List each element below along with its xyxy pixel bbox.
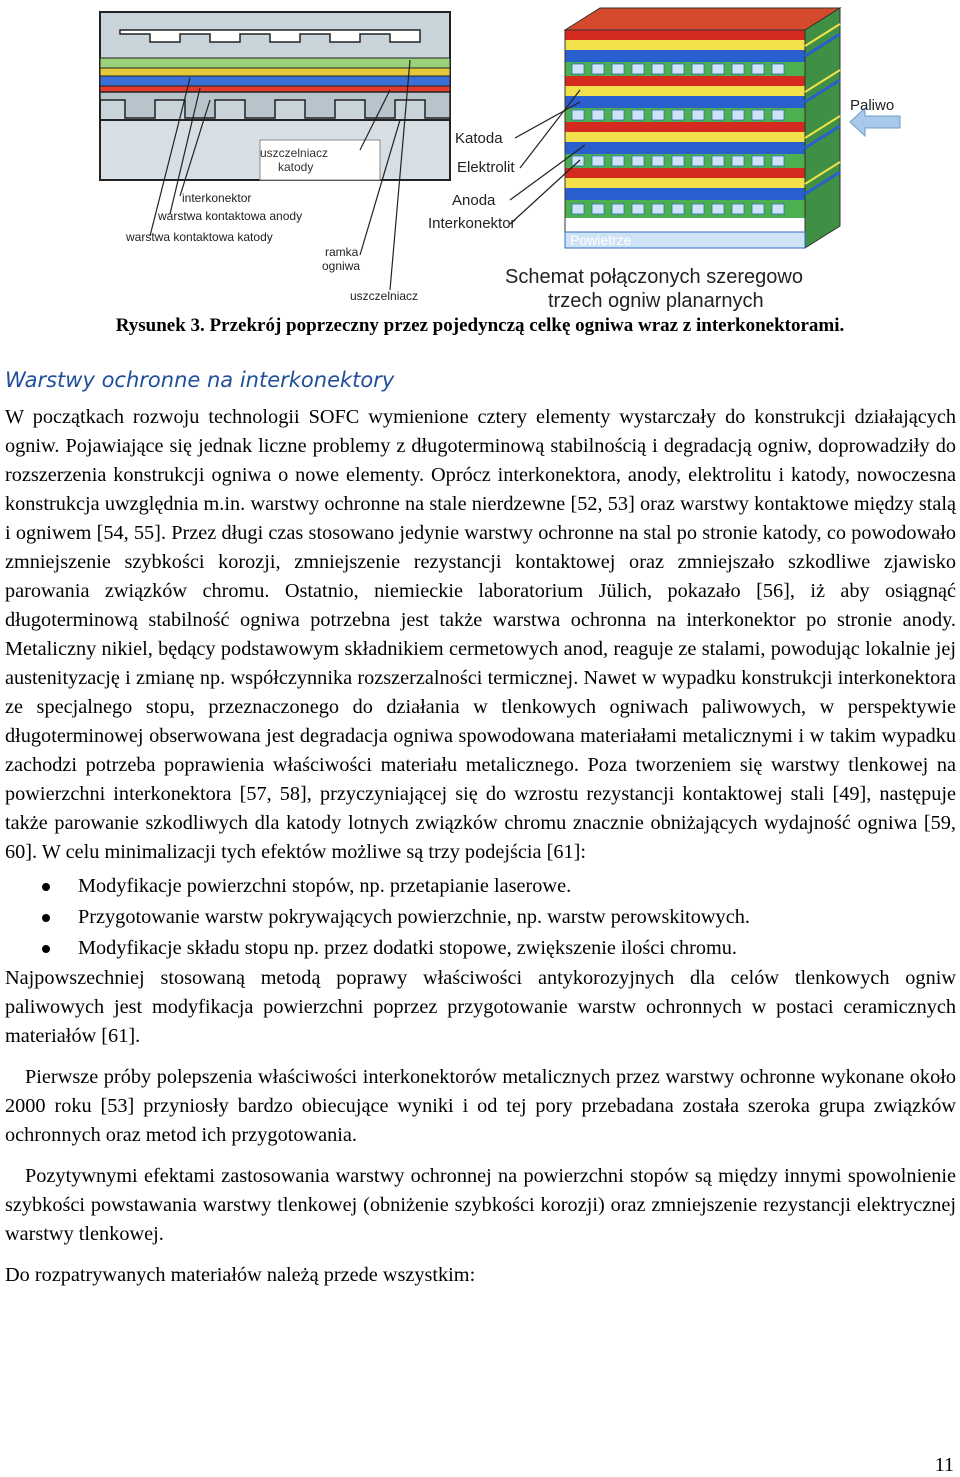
label-paliwo: Paliwo [850,97,895,114]
paragraph-2: Najpowszechniej stosowaną metodą poprawy właściwości antykorozyjnych dla celów tlenkowych ogniw paliwowych jest modyfikacja powierzchni poprzez przygotowanie warstw ochronnych w postaci ceramicznych materiałów [61]. [5,967,956,1047]
label-schemat-line-1: Schemat połączonych szeregowo [505,266,803,288]
bullet-text-1: Modyfikacje powierzchni stopów, np. przetapianie laserowe. [78,875,572,897]
paragraph-4: Pozytywnymi efektami zastosowania warstwy ochronnej na powierzchni stopów są między innymi spowolnienie szybkości powstawania warstwy tlenkowej (obniżenie szybkości korozji) oraz zmniejszenie rezystancji elektrycznej warstwy tlenkowej. [5,1165,956,1245]
bullet-dot-icon [42,883,50,891]
label-powietrze: Powietrze [570,232,632,248]
label-uszczelniacz-katody-1: uszczelniacz [260,146,329,160]
bullet-dot-icon [42,945,50,953]
page-number: 11 [934,1454,954,1476]
label-schemat-line-2: trzech ogniw planarnych [548,290,764,312]
bullet-dot-icon [42,914,50,922]
label-uszczelniacz-katody-2: katody [278,160,314,174]
label-katoda: Katoda [455,130,503,147]
figure-sofc-cross-section [60,0,920,312]
label-ramka-2: ogniwa [322,259,361,273]
label-ramka-1: ramka [325,245,359,259]
bullet-item-3 [5,933,956,964]
bullet-text-3: Modyfikacje składu stopu np. przez dodatki stopowe, zwiększenie ilości chromu. [78,937,737,959]
bullet-list [5,871,956,964]
label-interkonektor: interkonektor [182,191,252,205]
figure-svg [60,0,920,312]
stack-drawing [510,8,900,248]
bullet-item-2 [5,902,956,933]
figure-caption: Rysunek 3. Przekrój poprzeczny przez pojedynczą celkę ogniwa wraz z interkonektorami. [115,315,845,336]
body-text [5,403,956,1290]
label-warstwa-kontaktowa-katody: warstwa kontaktowa katody [126,230,273,244]
label-interkonektor-right: Interkonektor [428,215,516,232]
label-elektrolit: Elektrolit [457,159,515,176]
bullet-text-2: Przygotowanie warstw pokrywających powierzchnie, np. warstw perowskitowych. [78,906,750,928]
bullet-item-1 [5,871,956,902]
section-heading: Warstwy ochronne na interkonektory [5,368,395,392]
paragraph-5: Do rozpatrywanych materiałów należą przede wszystkim: [5,1264,476,1286]
label-uszczelniacz: uszczelniacz [350,289,419,303]
paragraph-1: W początkach rozwoju technologii SOFC wymienione cztery elementy wystarczały do konstrukcji działających ogniw. Pojawiające się jednak liczne problemy z długoterminową stabilnością i degradacją ogniw, doprowadziły do rozszerzenia konstrukcji ogniwa o nowe elementy. Oprócz interkonektora, anody, elektrolitu i katody, nowoczesna konstrukcja uwzględnia m.in. warstwy ochronne na stale nierdzewne [52, 53] oraz warstwy kontaktowe między stalą i ogniwem [54, 55]. Przez długi czas stosowano jedynie warstwy ochronne na stal po stronie katody, co powodowało zmniejszenie szybkości korozji, zmniejszenie rezystancji kontaktowej oraz zmniejszało szkodliwe zjawisko parowania związków chromu. Ostatnio, niemieckie laboratorium Jülich, pokazało [56], iż aby osiągnąć długoterminową stabilność ogniwa potrzebna jest także warstwa ochronna na interkonektor po stronie anody. Metaliczny nikiel, będący podstawowym składnikiem cermetowych anod, reaguje ze stalami, powodując lokalnie jej austenityzację i zmianę np. współczynnika rozszerzalności termicznej. Nawet w wypadku konstrukcji interkonektora ze specjalnego stopu, przeznaczonego do działania w tlenkowych ogniwach paliwowych, w perspektywie długoterminowej obserwowana jest degradacja ogniwa spowodowana materiałami metalicznymi i w takim wypadku zachodzi potrzeba poprawienia właściwości materiału metalicznego. Poza tworzeniem się warstwy tlenkowej na powierzchni interkonektora [57, 58], przyczyniającej się do wzrostu rezystancji kontaktowej stali [49], następuje także parowanie szkodliwych dla katody lotnych związków chromu znacznie obniżających wydajność ogniwa [59, 60]. W celu minimalizacji tych efektów możliwe są trzy podejścia [61]: [5,406,956,863]
paragraph-3: Pierwsze próby polepszenia właściwości interkonektorów metalicznych przez warstwy ochronne wykonane około 2000 roku [53] przyniosły bardzo obiecujące wyniki i od tej pory przebadana została szeroka grupa związków ochronnych oraz metod ich przygotowania. [5,1066,956,1146]
label-anoda: Anoda [452,192,496,209]
label-warstwa-kontaktowa-anody: warstwa kontaktowa anody [158,209,303,223]
